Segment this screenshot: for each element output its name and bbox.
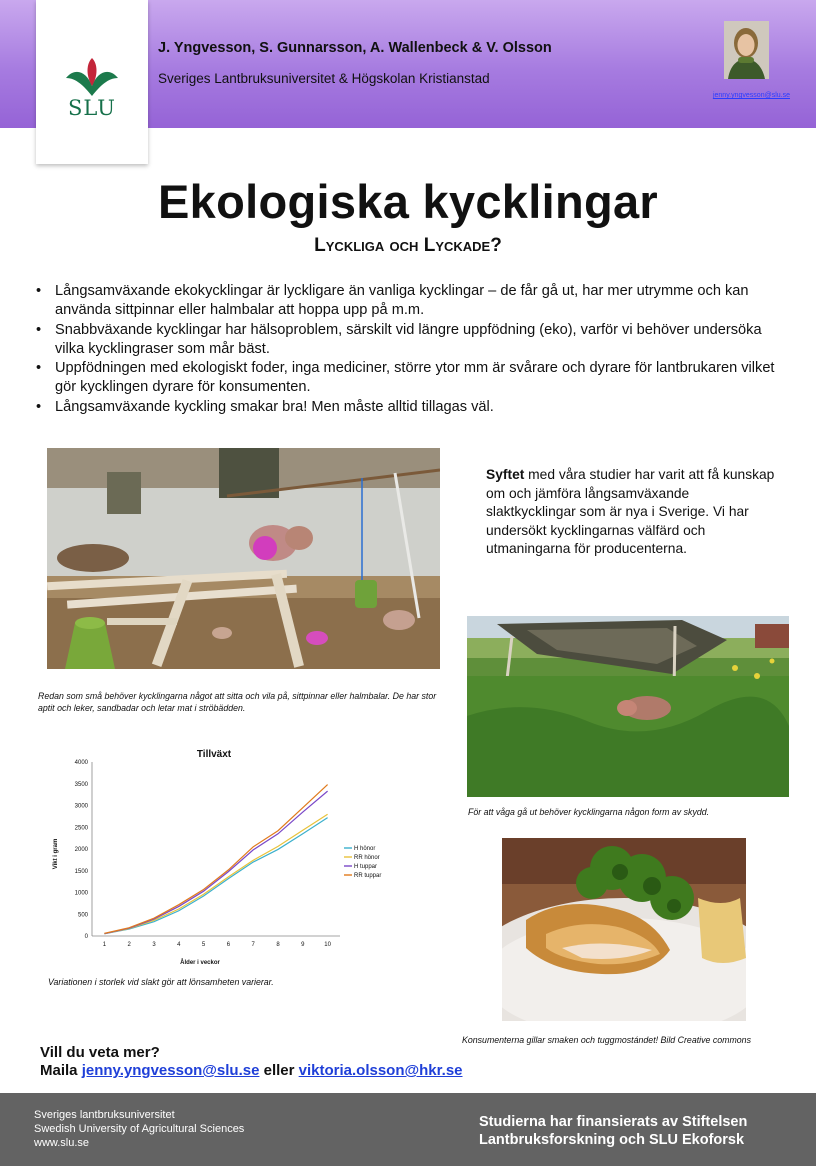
chart-x-tick-label: 5: [201, 942, 206, 948]
chart-title: Tillväxt: [196, 749, 232, 760]
growth-chart: [48, 742, 400, 970]
chart-x-tick-label: 8: [276, 942, 280, 948]
pasture-chickens-photo: [467, 616, 789, 797]
chart-y-tick-label: 0: [84, 934, 88, 940]
chart-series-line: [104, 814, 327, 933]
food-photo-caption: Konsumenterna gillar smaken och tuggmostándet! Bild Creative commons: [462, 1035, 751, 1045]
barn-chickens-photo: [47, 448, 440, 669]
purpose-body: med våra studier har varit att få kunskap om och jämföra långsamväxande slaktkycklingar som är nya i Sverige. Vi har undersökt kycklingarnas välfärd och utmaningarna för producenterna.: [486, 467, 775, 557]
footer-funding-line: Studierna har finansierats av Stiftelsen: [479, 1114, 748, 1130]
key-points-list: [36, 282, 786, 417]
key-point: • Långsamväxande kyckling smakar bra! Men måste alltid tillagas väl.: [36, 398, 786, 417]
slu-logo: [36, 0, 148, 164]
author-email-link[interactable]: jenny.yngvesson@slu.se: [712, 92, 790, 99]
footer-university-swedish: Sveriges lantbruksuniversitet: [34, 1109, 175, 1121]
chart-y-tick-label: 2000: [74, 847, 88, 853]
contact-email-viktoria-link[interactable]: viktoria.olsson@hkr.se: [298, 1062, 463, 1079]
chart-x-tick-label: 9: [301, 942, 305, 948]
key-point: • Uppfödningen med ekologiskt foder, inga mediciner, större ytor mm är svårare och dyrare för lantbrukaren vilket gör kycklingen dyrare för konsumenten.: [36, 359, 786, 398]
chart-y-tick-label: 2500: [74, 825, 88, 832]
pasture-photo-caption: För att våga gå ut behöver kycklingarna någon form av skydd.: [468, 807, 710, 817]
chart-x-axis-label: Ålder i veckor: [180, 960, 220, 966]
page-title: Ekologiska kycklingar: [157, 175, 659, 228]
chart-caption: Variationen i storlek vid slakt gör att lönsamheten varierar.: [48, 977, 274, 987]
chart-x-tick-label: 2: [127, 942, 131, 948]
chart-x-tick-label: 3: [152, 942, 156, 948]
footer: [0, 1093, 816, 1166]
chart-x-tick-label: 4: [177, 942, 181, 948]
chart-legend-label: RR tuppar: [354, 873, 382, 879]
author-portrait: [724, 21, 769, 79]
contact-middle: eller: [259, 1062, 299, 1079]
key-point: • Långsamväxande ekokycklingar är lyckligare än vanliga kycklingar – de får gå ut, har mer utrymme och kan använda sittpinnar eller halmbalar att hoppa upp på m.m.: [36, 282, 786, 321]
contact-email-jenny-link[interactable]: jenny.yngvesson@slu.se: [81, 1062, 260, 1079]
chart-x-tick-label: 1: [102, 942, 107, 948]
page-subtitle: Lyckliga och Lyckade?: [314, 235, 502, 256]
chart-series-line: [104, 818, 327, 934]
purpose-lead: Syftet: [486, 467, 525, 482]
key-point: • Snabbväxande kycklingar har hälsoproblem, särskilt vid längre uppfödning (eko), varför vi behöver undersöka vilka kycklingraser som mår bäst.: [36, 321, 786, 360]
chart-x-tick-label: 7: [251, 942, 255, 948]
chart-series-line: [104, 785, 327, 934]
chart-legend-label: H tuppar: [354, 864, 378, 870]
contact-line: [40, 1062, 463, 1079]
footer-website-link[interactable]: www.slu.se: [34, 1137, 90, 1149]
footer-funding-note: [479, 1113, 809, 1149]
authors: J. Yngvesson, S. Gunnarsson, A. Wallenbeck & V. Olsson: [158, 40, 552, 56]
chart-y-tick-label: 1000: [74, 890, 88, 897]
chart-y-tick-label: 3000: [74, 803, 88, 810]
slu-leaf-icon: [62, 56, 122, 98]
barn-photo-caption: Redan som små behöver kycklingarna något att sitta och vila på, sittpinnar eller halmbalar. De har stor aptit och leker, sandbadar och letar mat i ströbädden.: [38, 691, 437, 713]
chart-x-tick-label: 10: [324, 942, 331, 948]
chart-y-axis-label: Vikt i gram: [53, 838, 59, 870]
contact-prefix: Maila: [40, 1062, 82, 1079]
cooked-chicken-photo: [502, 838, 746, 1021]
logo-text: SLU: [68, 96, 116, 120]
chart-legend-label: RR hönor: [354, 855, 380, 861]
chart-y-tick-label: 1500: [74, 868, 88, 875]
footer-university-english: Swedish University of Agricultural Sciences: [34, 1123, 245, 1135]
chart-series-line: [104, 791, 327, 933]
contact-heading: Vill du veta mer?: [40, 1044, 160, 1061]
chart-y-tick-label: 500: [77, 912, 88, 919]
footer-funding-line: Lantbruksforskning och SLU Ekoforsk: [479, 1132, 745, 1148]
chart-y-tick-label: 4000: [74, 760, 88, 766]
chart-legend-label: H hönor: [354, 846, 376, 852]
affiliation: Sveriges Lantbruksuniversitet & Högskolan Kristianstad: [158, 71, 490, 86]
purpose-text: [486, 466, 776, 559]
chart-x-tick-label: 6: [226, 942, 231, 948]
footer-institution: [34, 1108, 244, 1150]
growth-chart-svg: [48, 742, 400, 970]
chart-y-tick-label: 3500: [74, 781, 88, 788]
